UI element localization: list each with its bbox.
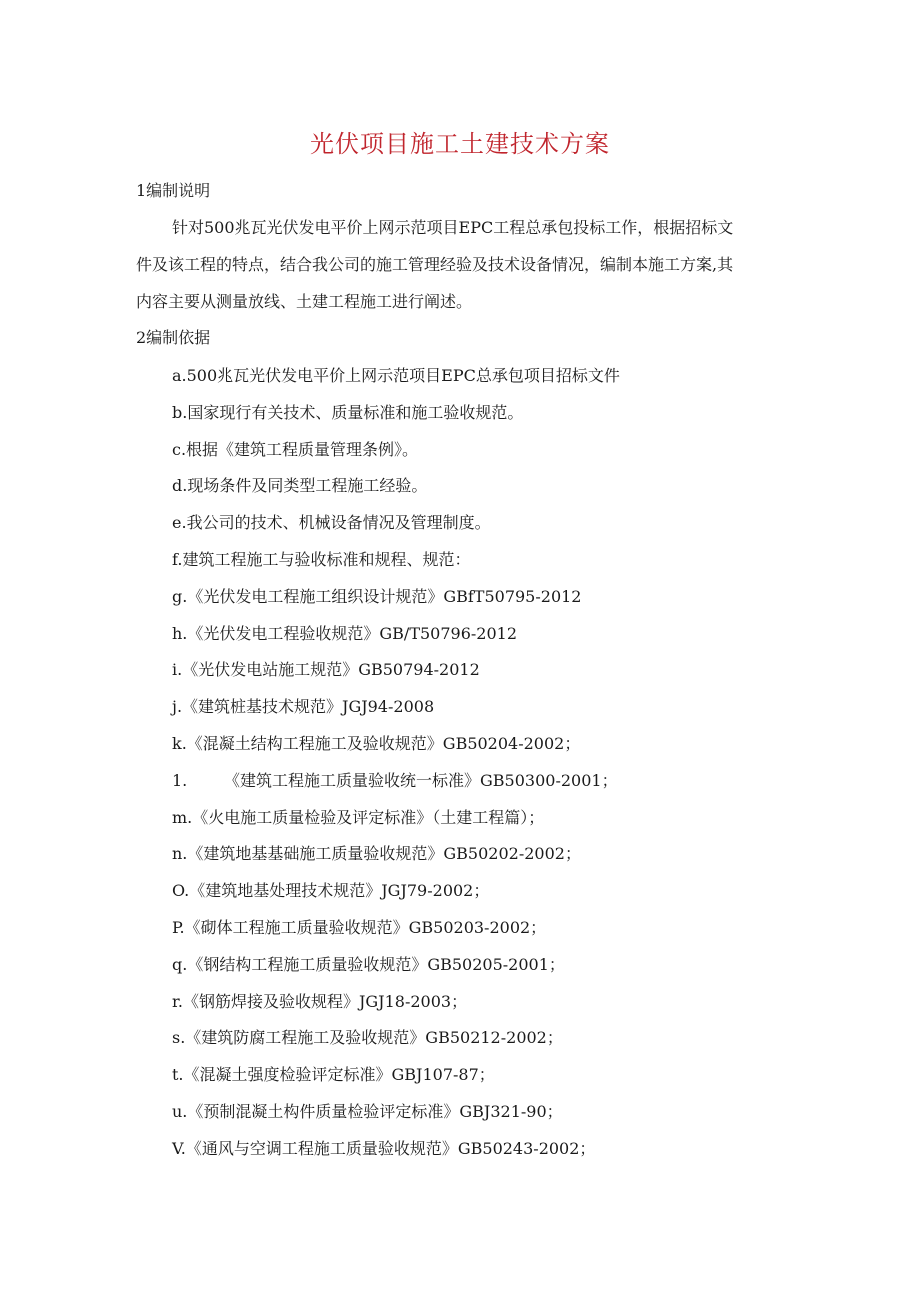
reference-item	[172, 914, 620, 951]
reference-marker: e.	[172, 513, 187, 533]
reference-item	[172, 730, 620, 767]
reference-item	[172, 804, 620, 841]
reference-marker: u.	[172, 1101, 188, 1121]
reference-marker: m.	[172, 807, 193, 827]
reference-text: 《钢结构工程施工质量验收规范》GB50205-2001；	[187, 954, 565, 974]
reference-text: 建筑工程施工与验收标准和规程、规范：	[182, 549, 471, 569]
reference-text: 《火电施工质量检验及评定标准》（土建工程篇）；	[192, 807, 545, 827]
reference-text: 《光伏发电工程施工组织设计规范》GBfT50795-2012	[187, 586, 582, 606]
reference-text: 根据《建筑工程质量管理条例》。	[186, 439, 419, 459]
section-1-line: 针对500兆瓦光伏发电平价上网示范项目EPC工程总承包投标工作，根据招标文	[172, 218, 734, 237]
reference-marker: j.	[172, 697, 183, 717]
reference-marker: P.	[172, 917, 185, 937]
reference-text: 《混凝土结构工程施工及验收规范》GB50204-2002；	[186, 733, 581, 753]
reference-marker: f.	[172, 549, 183, 569]
reference-marker: r.	[172, 991, 183, 1011]
reference-marker: O.	[172, 881, 190, 901]
reference-item	[172, 546, 620, 583]
reference-item	[172, 1135, 620, 1172]
reference-text: 《钢筋焊接及验收规程》JGJ18-2003；	[182, 991, 468, 1011]
reference-marker: g.	[172, 586, 188, 606]
reference-text: 《预制混凝土构件质量检验评定标准》GBJ321-90；	[187, 1101, 563, 1121]
reference-text: 我公司的技术、机械设备情况及管理制度。	[186, 513, 491, 533]
reference-item	[172, 1024, 620, 1061]
reference-text: 《光伏发电工程验收规范》GB/T50796-2012	[187, 623, 518, 643]
reference-item	[172, 362, 620, 399]
section-1-body	[136, 214, 786, 325]
reference-marker: 1.	[172, 770, 188, 790]
reference-text: 现场条件及同类型工程施工经验。	[187, 476, 428, 496]
reference-item	[172, 840, 620, 877]
reference-marker: q.	[172, 954, 188, 974]
reference-text: 《通风与空调工程施工质量验收规范》GB50243-2002；	[185, 1138, 596, 1158]
reference-item	[172, 399, 620, 436]
section-1-line: 件及该工程的特点，结合我公司的施工管理经验及技术设备情况，编制本施工方案,其	[136, 255, 734, 274]
reference-text: 《建筑地基处理技术规范》JGJ79-2002；	[189, 881, 490, 901]
reference-item	[172, 656, 620, 693]
reference-marker: s.	[172, 1028, 186, 1048]
reference-marker: t.	[172, 1065, 184, 1085]
reference-marker: V.	[172, 1138, 186, 1158]
reference-text: 500兆瓦光伏发电平价上网示范项目EPC总承包项目招标文件	[186, 366, 620, 385]
reference-text: 《混凝土强度检验评定标准》GBJ107-87；	[183, 1065, 495, 1085]
reference-marker: b.	[172, 402, 188, 422]
reference-item	[172, 877, 620, 914]
reference-item	[172, 620, 620, 657]
reference-marker: k.	[172, 733, 187, 753]
reference-marker: n.	[172, 844, 188, 864]
reference-item	[172, 767, 620, 804]
section-1-line: 内容主要从测量放线、土建工程施工进行阐述。	[136, 292, 473, 311]
reference-marker: i.	[172, 660, 183, 680]
reference-item	[172, 1098, 620, 1135]
reference-item	[172, 509, 620, 546]
reference-text: 《砌体工程施工质量验收规范》GB50203-2002；	[184, 917, 547, 937]
reference-text: 《建筑桩基技术规范》JGJ94-2008	[182, 697, 435, 717]
reference-item	[172, 472, 620, 509]
document-title: 光伏项目施工土建技术方案	[310, 130, 610, 158]
reference-marker: a.	[172, 366, 187, 385]
reference-text: 国家现行有关技术、质量标准和施工验收规范。	[187, 402, 524, 422]
reference-item	[172, 951, 620, 988]
reference-item	[172, 988, 620, 1025]
reference-list	[172, 362, 620, 1172]
reference-item	[172, 1061, 620, 1098]
section-1-heading: 1编制说明	[136, 181, 211, 200]
reference-text: 《建筑地基基础施工质量验收规范》GB50202-2002；	[187, 844, 581, 864]
reference-text: 《光伏发电站施工规范》GB50794-2012	[182, 660, 480, 680]
reference-item	[172, 693, 620, 730]
section-2-heading: 2编制依据	[136, 328, 211, 347]
reference-item	[172, 583, 620, 620]
reference-text: 《建筑工程施工质量验收统一标准》GB50300-2001；	[224, 770, 618, 790]
reference-marker: d.	[172, 476, 188, 496]
reference-marker: c.	[172, 439, 187, 459]
reference-item	[172, 436, 620, 473]
reference-text: 《建筑防腐工程施工及验收规范》GB50212-2002；	[185, 1028, 563, 1048]
reference-marker: h.	[172, 623, 188, 643]
